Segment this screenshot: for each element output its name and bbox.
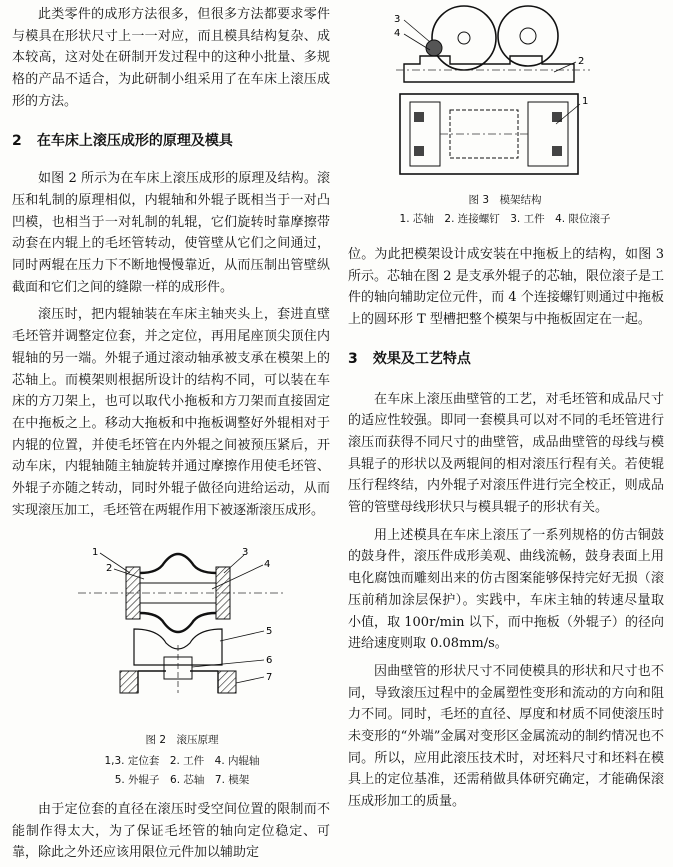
figure-3-caption-title: 图 3 模架结构 [468, 194, 542, 206]
fig3-label-2: 2 [578, 56, 585, 67]
figure-2-caption-title: 图 2 滚压原理 [145, 734, 219, 746]
figure-3-die-frame [390, 0, 600, 185]
figure-2-caption [60, 733, 304, 788]
section-3-heading [348, 349, 664, 371]
fig2-label-6: 6 [266, 655, 273, 666]
fig3-label-3: 3 [394, 14, 401, 25]
section-3-title: 效果及工艺特点 [372, 350, 471, 367]
fig3-label-1: 1 [582, 96, 589, 107]
paragraph-principle: 如图 2 所示为在车床上滚压成形的原理及结构。滚压和轧制的原理相似，内辊轴和外辊子既相当于一对凸凹模，也相当于一对轧制的轧辊，它们旋转时靠摩擦带动套在内辊上的毛坯管转动，使管壁从它们之间通过，同时两辊在压力下不断地慢慢靠近，从而压制出管壁纵截面和它们之间的缝隙一样的成形件。 [12, 171, 330, 295]
fig2-label-3: 3 [242, 547, 249, 558]
fig2-label-2: 2 [106, 563, 113, 574]
fig3-label-4: 4 [394, 28, 401, 39]
section-2-heading [12, 131, 330, 153]
paragraph-deformation: 因曲壁管的形状尺寸不同使模具的形状和尺寸也不同，导致滚压过程中的金属塑性变形和流动的方向和阻力不同。同时，毛坯的直径、厚度和材质不同使滚压时未变形的“外端”金属对变形区金属流动的制约情况也不同。所以，应用此滚压技术时，对坯料尺寸和坯料在模具上的定位基准，还需稍做具体研究确定，才能确保滚压成形加工的质量。 [348, 663, 664, 810]
section-2-number: 2 [12, 132, 22, 149]
left-column-top [12, 4, 330, 521]
section-3-number: 3 [348, 350, 358, 367]
figure-2-caption-legend-1: 1,3. 定位套 2. 工件 4. 内辊轴 [104, 755, 260, 767]
paragraph-practice: 用上述模具在车床上滚压了一系列规格的仿古铜鼓的鼓身件，滚压件成形美观、曲线流畅，鼓身表面上用电化腐蚀而雕刻出来的仿古图案能够保持完好无损（滚压前稍加涂层保护）。实践中，车床主轴的转速尽量取小值，取 100r/min 以下，而中拖板（外辊子）的径向进给速度则取 0.08mm/s。 [348, 527, 664, 652]
paragraph-intro: 此类零件的成形方法很多，但很多方法都要求零件与模具在形状尺寸上一一对应，而且模具结构复杂、成本较高，这对处在研制开发过程中的这种小批量、多规格的产品不适合，为此研制小组采用了在车床上滚压成形的方法。 [12, 7, 330, 109]
figure-3-caption-legend: 1. 芯轴 2. 连接螺钉 3. 工件 4. 限位滚子 [399, 213, 611, 225]
figure-2-drawing [78, 545, 288, 695]
paragraph-rolling-process: 滚压时，把内辊轴装在车床主轴夹头上，套进直壁毛坯管并调整定位套，并之定位，再用尾座顶尖顶住内辊轴的另一端。外辊子通过滚动轴承被支承在模架上的芯轴上。而模架则根据所设计的结构不同，可以装在车床的方刀架上，也可以取代小拖板和方刀架而直接固定在中拖板之上。移动大拖板和中拖板调整好外辊相对于内辊的位置，并使毛坯管在内外辊之间被预压紧后，开动车床，内辊轴随主轴旋转并通过摩擦作用使毛坯管、外辊子亦随之转动，同时外辊子做径向进给运动，从而实现滚压加工，毛坯管在两辊作用下被逐渐滚压成形。 [12, 307, 330, 518]
paragraph-mounting: 位。为此把模架设计成安装在中拖板上的结构，如图 3 所示。芯轴在图 2 是支承外辊子的芯轴，限位滚子是工件的轴向辅助定位元件，而 4 个连接螺钉则通过中拖板上的圆环形 T 型槽把整个模架与中拖板固定在一起。 [348, 247, 664, 328]
fig2-label-5: 5 [266, 626, 273, 637]
section-2-title: 在车床上滚压成形的原理及模具 [36, 132, 233, 149]
paragraph-limit-element: 由于定位套的直径在滚压时受空间位置的限制而不能制作得太大，为了保证毛坯管的轴向定位稳定、可靠，除此之外还应该用限位元件加以辅助定 [12, 802, 330, 861]
figure-3-caption [365, 193, 645, 227]
fig2-label-4: 4 [264, 559, 271, 570]
paragraph-adaptability: 在车床上滚压曲壁管的工艺，对毛坯管和成品尺寸的适应性较强。即同一套模具可以对不同的毛坯管进行滚压而获得不同尺寸的曲壁管，成品曲壁管的母线与模具辊子的形状以及两辊间的相对滚压行程有关。若使辊压行程终结，内外辊子对滚压件进行完全校正，则成品管的管壁母线形状只与模具辊子的形状有关。 [348, 391, 664, 516]
fig2-label-1: 1 [92, 547, 99, 558]
figure-2-caption-legend-2: 5. 外辊子 6. 芯轴 7. 模架 [114, 774, 250, 786]
fig2-label-7: 7 [266, 672, 273, 683]
left-column-bottom [12, 799, 330, 864]
figure-3-drawing [390, 0, 600, 185]
right-column [348, 244, 664, 813]
figure-2-rolling-principle [78, 545, 288, 695]
